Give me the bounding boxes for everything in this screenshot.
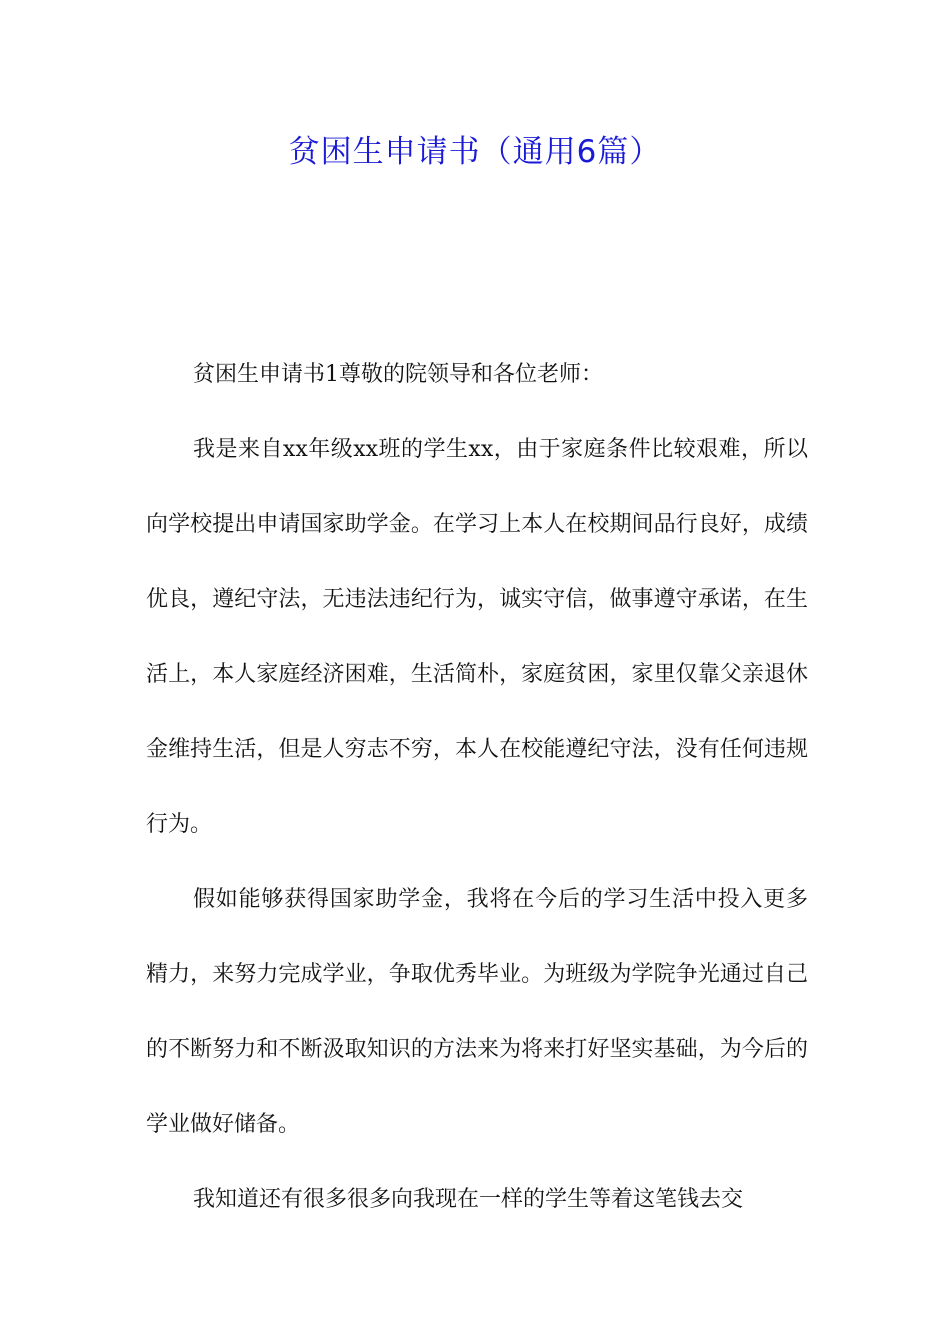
paragraph-continuation: 我知道还有很多很多向我现在一样的学生等着这笔钱去交 bbox=[193, 1187, 744, 1212]
document-body bbox=[146, 337, 808, 1237]
paragraph-background: 我是来自xx年级xx班的学生xx，由于家庭条件比较艰难，所以向学校提出申请国家助学金。在学习上本人在校期间品行良好，成绩优良，遵纪守法，无违法违纪行为，诚实守信，做事遵守承诺，在生活上，本人家庭经济困难，生活简朴，家庭贫困，家里仅靠父亲退休金维持生活，但是人穷志不穷，本人在校能遵纪守法，没有任何违规行为。 bbox=[146, 437, 808, 837]
paragraph-commitment: 假如能够获得国家助学金，我将在今后的学习生活中投入更多精力，来努力完成学业，争取优秀毕业。为班级为学院争光通过自己的不断努力和不断汲取知识的方法来为将来打好坚实基础，为今后的学业做好储备。 bbox=[146, 887, 808, 1137]
document-title: 贫困生申请书（通用6篇） bbox=[288, 134, 662, 170]
paragraph-salutation: 贫困生申请书1尊敬的院领导和各位老师： bbox=[193, 362, 603, 387]
